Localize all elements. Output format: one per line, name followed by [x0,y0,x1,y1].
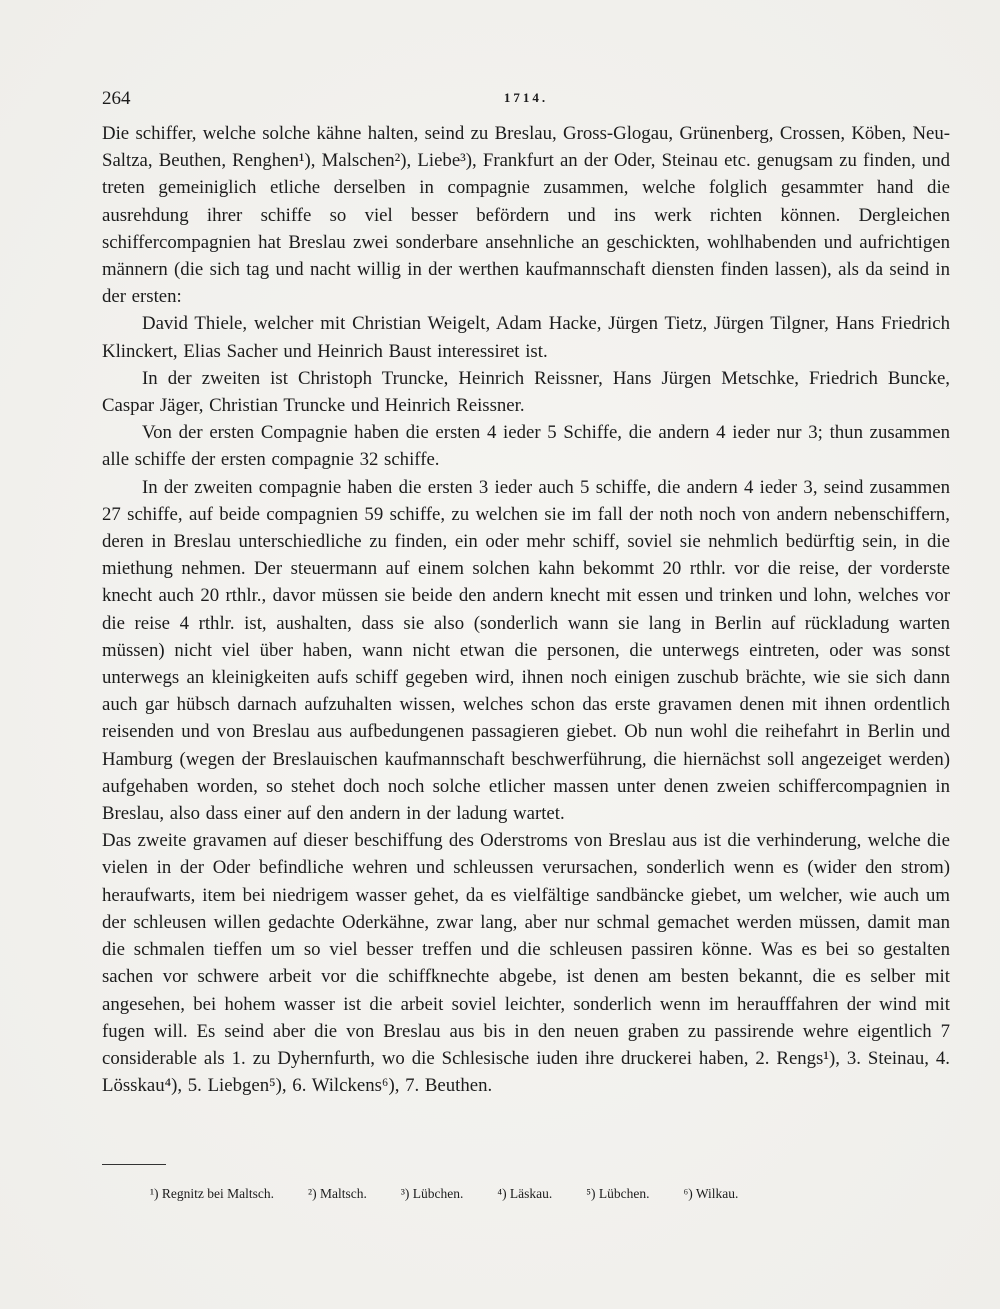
footnote-1: ¹) Regnitz bei Maltsch. [150,1186,275,1201]
paragraph-1: Die schiffer, welche solche kähne halten, seind zu Breslau, Gross-Glogau, Grünenberg, Crossen, Köben, Neu-Saltza, Beuthen, Renghen¹), Malschen²), Liebe³), Frankfurt an der Oder, Steinau etc. genugsam zu finden, und treten gemeiniglich etliche derselben in compagnie zusammen, welche folglich gesammter hand die ausrehdung ihrer schiffe so viel besser befördern und ins werk richten können. Dergleichen schiffercompagnien hat Breslau zwei sonderbare ansehnliche an geschickten, wohlhabenden und aufrichtigen männern (die sich tag und nacht willig in der werthen kaufmannschaft diensten finden lassen), als da seind in der ersten: [102,123,950,308]
footnote-5: ⁵) Lübchen. [586,1186,650,1201]
footnote-3: ³) Lübchen. [400,1186,464,1201]
footnote-6: ⁶) Wilkau. [683,1186,739,1201]
page-header [102,88,950,118]
paragraph-5: In der zweiten compagnie haben die ersten 3 ieder auch 5 schiffe, die andern 4 ieder 3, seind zusammen 27 schiffe, auf beide compagnien 59 schiffe, zu welchen sie im fall der noth noch von andern nebenschiffern, deren in Breslau unterschiedliche zu finden, ein oder mehr schiff, soviel sie nehmlich bedürftig sein, in die miethung nehmen. Der steuermann auf einem solchen kahn bekommt 20 rthlr. vor die reise, der vorderste knecht auch 20 rthlr., davor müssen sie beide den andern knecht mit essen und trinken und lohn, welches vor die reise 4 rthlr. ist, aushalten, dass sie also (sonderlich wann sie lang in Berlin auf rückladung warten müssen) nicht viel über haben, wann nicht etwan die personen, die unterwegs eintreten, oder was sonst unterwegs an kleinigkeiten aufs schiff gegeben wird, ihnen noch einigen zuschub brächte, wie sie sich dann auch gar hübsch darnach aufzuhalten wissen, welches schon das erste gravamen denen mit ihnen ordentlich reisenden und von Breslau aus aufbedungenen passagieren giebet. Ob nun wohl die reihefahrt in Berlin und Hamburg (wegen der Breslauischen kaufmannschaft beschwerführung, die hiernächst soll angezeiget werden) aufgehaben worden, so stehet doch noch solche etlicher massen unter denen zweien schiffercompagnien in Breslau, also dass einer auf den andern in der ladung wartet. [102,476,950,825]
page-number: 264 [102,88,131,109]
body-text [102,120,950,1099]
paragraph-4: Von der ersten Compagnie haben die ersten 4 ieder 5 Schiffe, die andern 4 ieder nur 3; thun zusammen alle schiffe der ersten compagnie 32 schiffe. [102,422,950,471]
footnotes [150,1186,890,1202]
paragraph-6: Das zweite gravamen auf dieser beschiffung des Oderstroms von Breslau aus ist die verhinderung, welche die vielen in der Oder befindliche wehren und schleussen verursachen, sonderlich wenn es (wider den strom) heraufwarts, item bei niedrigem wasser gehet, da es vielfältige sandbäncke giebet, um welcher, wie auch um der schleusen willen gedachte Oderkähne, zwar lang, aber nur schmal gemachet werden müssen, damit man die schmalen tieffen um so viel besser treffen und die schleusen passiren könne. Was es bei so gestalten sachen vor schwere arbeit vor die schiffknechte abgebe, ist denen am besten bekannt, die es selber mit angesehen, bei hohem wasser ist die arbeit soviel leichter, sonderlich wenn im heraufffahren der wind mit fugen will. Es seind aber die von Breslau aus bis in den neuen graben zu passirende wehre eigentlich 7 considerable als 1. zu Dyhernfurth, wo die Schlesische iuden ihre druckerei haben, 2. Rengs¹), 3. Steinau, 4. Lösskau⁴), 5. Liebgen⁵), 6. Wilckens⁶), 7. Beuthen. [102,830,950,1097]
paragraph-2: David Thiele, welcher mit Christian Weigelt, Adam Hacke, Jürgen Tietz, Jürgen Tilgner, Hans Friedrich Klinckert, Elias Sacher und Heinrich Baust interessiret ist. [102,313,950,362]
paragraph-3: In der zweiten ist Christoph Truncke, Heinrich Reissner, Hans Jürgen Metschke, Friedrich Buncke, Caspar Jäger, Christian Truncke und Heinrich Reissner. [102,367,950,417]
footnote-4: ⁴) Läskau. [497,1186,553,1201]
footnote-2: ²) Maltsch. [308,1186,367,1201]
running-head-year: 1714. [503,90,549,105]
footnote-rule [102,1164,166,1165]
